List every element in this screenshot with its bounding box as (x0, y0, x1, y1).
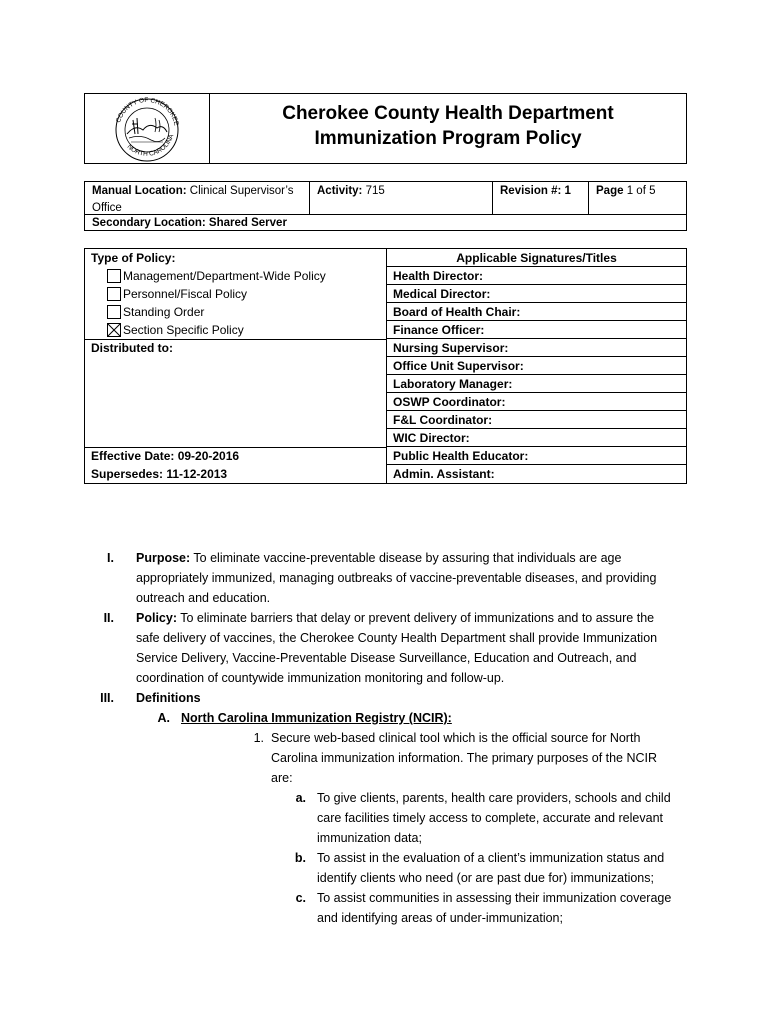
section-2-line-2: safe delivery of vaccines, the Cherokee County Health Department shall provide Immunization (136, 631, 658, 645)
item-b-letter: b. (294, 851, 306, 865)
item-a-line-2: care facilities timely access to complete, accurate and relevant (317, 811, 663, 825)
definitions-heading: Definitions (136, 691, 201, 705)
sig-oswp-coordinator: OSWP Coordinator: (387, 393, 686, 411)
signatures-header: Applicable Signatures/Titles (387, 249, 686, 267)
activity-label: Activity: (317, 185, 363, 197)
item-a-letter: a. (295, 791, 306, 805)
manual-location-label: Manual Location: (92, 185, 187, 197)
purpose-label: Purpose: (136, 551, 191, 565)
item-1-number: 1. (253, 731, 264, 745)
distributed-to-label: Distributed to: (91, 341, 173, 355)
county-seal (85, 94, 210, 163)
seal-text-bottom: NORTH CAROLINA (125, 133, 176, 158)
subsection-a-number: A. (157, 711, 170, 725)
policy-type-personnel: Personnel/Fiscal Policy (123, 287, 248, 301)
policy-type-section-specific: Section Specific Policy (123, 323, 244, 337)
title-line-2: Immunization Program Policy (314, 128, 582, 149)
section-2-line-4: coordination of countywide immunization monitoring and follow-up. (136, 671, 505, 685)
sig-office-unit-supervisor: Office Unit Supervisor: (387, 357, 686, 375)
sig-medical-director: Medical Director: (387, 285, 686, 303)
section-1-line-2: appropriately immunized, managing outbreaks of vaccine-preventable diseases, and providing (136, 571, 657, 585)
policy-type-standing-order: Standing Order (123, 305, 205, 319)
item-1-line-1: Secure web-based clinical tool which is the official source for North (271, 731, 641, 745)
manual-location-value: Clinical Supervisor’s (189, 185, 294, 197)
section-1-line-3: outreach and education. (136, 591, 271, 605)
supersedes-date: Supersedes: 11-12-2013 (91, 467, 228, 481)
sig-fl-coordinator: F&L Coordinator: (387, 411, 686, 429)
section-3-number: III. (100, 691, 114, 705)
seal-text-top: COUNTY OF CHEROKEE (115, 96, 180, 127)
revision-cell: Revision #: 1 (492, 181, 589, 215)
checkbox-management[interactable] (107, 269, 121, 283)
document-title (210, 94, 686, 163)
section-2-line-3: Service Delivery, Vaccine-Preventable Disease Surveillance, Education and Outreach, and (136, 651, 637, 665)
sig-public-health-educator: Public Health Educator: (387, 447, 686, 465)
ncir-heading: North Carolina Immunization Registry (NCIR): (181, 711, 452, 725)
sig-finance-officer: Finance Officer: (387, 321, 686, 339)
manual-info-table (84, 181, 687, 231)
checked-x-icon (108, 324, 120, 336)
title-line-1: Cherokee County Health Department (282, 103, 614, 124)
item-c-line-2: and identifying areas of under-immunization; (317, 911, 563, 925)
sig-health-director: Health Director: (387, 267, 686, 285)
section-2-line-1: Policy: To eliminate barriers that delay or prevent delivery of immunizations and to assure the (136, 611, 655, 625)
manual-location-value-2: Office (92, 202, 122, 214)
document-header (84, 93, 687, 164)
item-1-line-2: Carolina immunization information. The primary purposes of the NCIR (271, 751, 658, 765)
policy-type-management: Management/Department-Wide Policy (123, 269, 326, 283)
page-cell (588, 181, 687, 215)
item-b-line-1: To assist in the evaluation of a client’s immunization status and (317, 851, 665, 865)
checkbox-personnel[interactable] (107, 287, 121, 301)
effective-date: Effective Date: 09-20-2016 (91, 449, 240, 463)
section-2-number: II. (103, 611, 114, 625)
sig-board-chair: Board of Health Chair: (387, 303, 686, 321)
sig-admin-assistant: Admin. Assistant: (393, 467, 495, 481)
activity-value: 715 (365, 185, 385, 197)
page-label: Page (596, 185, 624, 197)
county-seal-icon (85, 94, 209, 163)
policy-label: Policy: (136, 611, 177, 625)
checkbox-standing-order[interactable] (107, 305, 121, 319)
manual-location-cell (84, 181, 310, 215)
item-a-line-3: immunization data; (317, 831, 422, 845)
sig-laboratory-manager: Laboratory Manager: (387, 375, 686, 393)
checkbox-section-specific[interactable] (107, 323, 121, 337)
type-of-policy-label: Type of Policy: (91, 251, 176, 265)
item-c-letter: c. (295, 891, 306, 905)
sig-nursing-supervisor: Nursing Supervisor: (387, 339, 686, 357)
item-a-line-1: To give clients, parents, health care providers, schools and child (317, 791, 671, 805)
section-1-number: I. (107, 551, 114, 565)
policy-table (84, 248, 687, 484)
page-value: 1 of 5 (626, 185, 656, 197)
item-c-line-1: To assist communities in assessing their immunization coverage (317, 891, 672, 905)
section-1-line-1: Purpose: To eliminate vaccine-preventable disease by assuring that individuals are age (136, 551, 622, 565)
item-1-line-3: are: (271, 771, 293, 785)
item-b-line-2: identify clients who need (or are past due for) immunizations; (317, 871, 654, 885)
secondary-location-cell: Secondary Location: Shared Server (84, 214, 687, 231)
sig-wic-director: WIC Director: (387, 429, 686, 447)
activity-cell (309, 181, 493, 215)
